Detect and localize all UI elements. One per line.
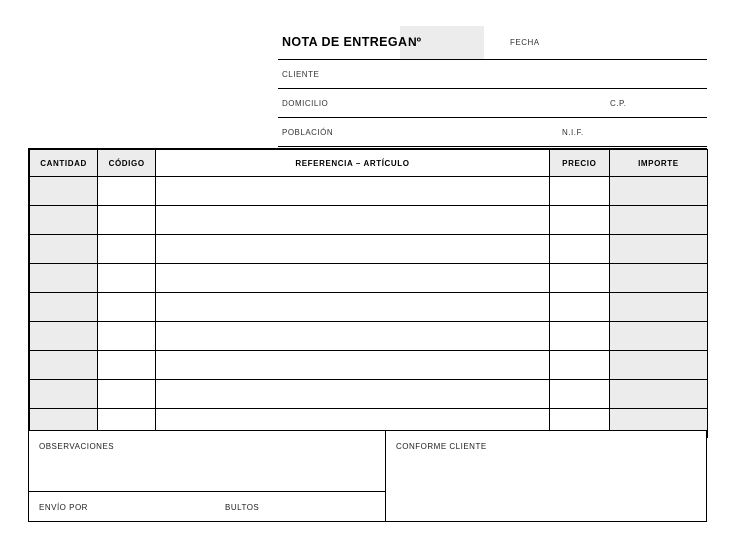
cell-codigo[interactable] xyxy=(98,235,156,264)
cell-cantidad[interactable] xyxy=(30,380,98,409)
cell-codigo[interactable] xyxy=(98,322,156,351)
cell-cantidad[interactable] xyxy=(30,322,98,351)
header-row-title xyxy=(278,26,707,60)
cell-importe[interactable] xyxy=(609,380,707,409)
cell-precio[interactable] xyxy=(549,235,609,264)
note-number-label: Nº xyxy=(408,35,422,49)
table-row[interactable] xyxy=(30,293,708,322)
cliente-label: CLIENTE xyxy=(282,70,320,79)
cell-precio[interactable] xyxy=(549,206,609,235)
cell-precio[interactable] xyxy=(549,264,609,293)
cell-importe[interactable] xyxy=(609,235,707,264)
cell-codigo[interactable] xyxy=(98,293,156,322)
table-header-row xyxy=(30,150,708,177)
table-row[interactable] xyxy=(30,351,708,380)
bultos-label: BULTOS xyxy=(225,503,260,512)
document-title: NOTA DE ENTREGA xyxy=(282,35,408,49)
observaciones-box[interactable] xyxy=(28,430,386,492)
domicilio-label: DOMICILIO xyxy=(282,99,329,108)
cell-importe[interactable] xyxy=(609,264,707,293)
header-row-cliente[interactable] xyxy=(278,60,707,89)
cell-referencia[interactable] xyxy=(156,235,550,264)
items-table-body xyxy=(30,177,708,438)
header-block xyxy=(278,26,707,147)
observaciones-label: OBSERVACIONES xyxy=(39,442,115,451)
cell-precio[interactable] xyxy=(549,351,609,380)
cell-cantidad[interactable] xyxy=(30,351,98,380)
cell-referencia[interactable] xyxy=(156,351,550,380)
column-header-importe: IMPORTE xyxy=(609,150,707,177)
table-row[interactable] xyxy=(30,206,708,235)
cell-cantidad[interactable] xyxy=(30,264,98,293)
column-header-codigo: CÓDIGO xyxy=(98,150,156,177)
footer-section xyxy=(28,430,707,522)
cell-referencia[interactable] xyxy=(156,322,550,351)
cell-cantidad[interactable] xyxy=(30,177,98,206)
table-row[interactable] xyxy=(30,322,708,351)
cell-importe[interactable] xyxy=(609,206,707,235)
conforme-cliente-box[interactable] xyxy=(385,430,707,522)
cell-referencia[interactable] xyxy=(156,380,550,409)
table-row[interactable] xyxy=(30,235,708,264)
cell-importe[interactable] xyxy=(609,293,707,322)
poblacion-label: POBLACIÓN xyxy=(282,128,334,137)
nif-label: N.I.F. xyxy=(562,128,584,137)
cell-cantidad[interactable] xyxy=(30,235,98,264)
cell-precio[interactable] xyxy=(549,322,609,351)
fecha-label: FECHA xyxy=(510,38,540,47)
cell-precio[interactable] xyxy=(549,380,609,409)
cell-cantidad[interactable] xyxy=(30,293,98,322)
table-row[interactable] xyxy=(30,380,708,409)
cell-importe[interactable] xyxy=(609,322,707,351)
cell-referencia[interactable] xyxy=(156,177,550,206)
cell-codigo[interactable] xyxy=(98,380,156,409)
cell-codigo[interactable] xyxy=(98,264,156,293)
cell-referencia[interactable] xyxy=(156,206,550,235)
header-row-domicilio[interactable] xyxy=(278,89,707,118)
cell-importe[interactable] xyxy=(609,351,707,380)
cell-referencia[interactable] xyxy=(156,293,550,322)
table-row[interactable] xyxy=(30,264,708,293)
header-row-poblacion[interactable] xyxy=(278,118,707,147)
table-row[interactable] xyxy=(30,177,708,206)
items-table xyxy=(29,149,708,438)
column-header-precio: PRECIO xyxy=(549,150,609,177)
cell-precio[interactable] xyxy=(549,177,609,206)
cell-codigo[interactable] xyxy=(98,351,156,380)
cp-label: C.P. xyxy=(610,99,627,108)
conforme-cliente-label: CONFORME CLIENTE xyxy=(396,442,487,451)
cell-importe[interactable] xyxy=(609,177,707,206)
cell-precio[interactable] xyxy=(549,293,609,322)
column-header-cantidad: CANTIDAD xyxy=(30,150,98,177)
cell-codigo[interactable] xyxy=(98,177,156,206)
envio-box[interactable] xyxy=(28,491,386,522)
column-header-referencia: REFERENCIA – ARTÍCULO xyxy=(156,150,550,177)
cell-cantidad[interactable] xyxy=(30,206,98,235)
items-table-wrapper xyxy=(28,148,707,439)
cell-referencia[interactable] xyxy=(156,264,550,293)
cell-codigo[interactable] xyxy=(98,206,156,235)
envio-label: ENVÍO POR xyxy=(39,503,88,512)
